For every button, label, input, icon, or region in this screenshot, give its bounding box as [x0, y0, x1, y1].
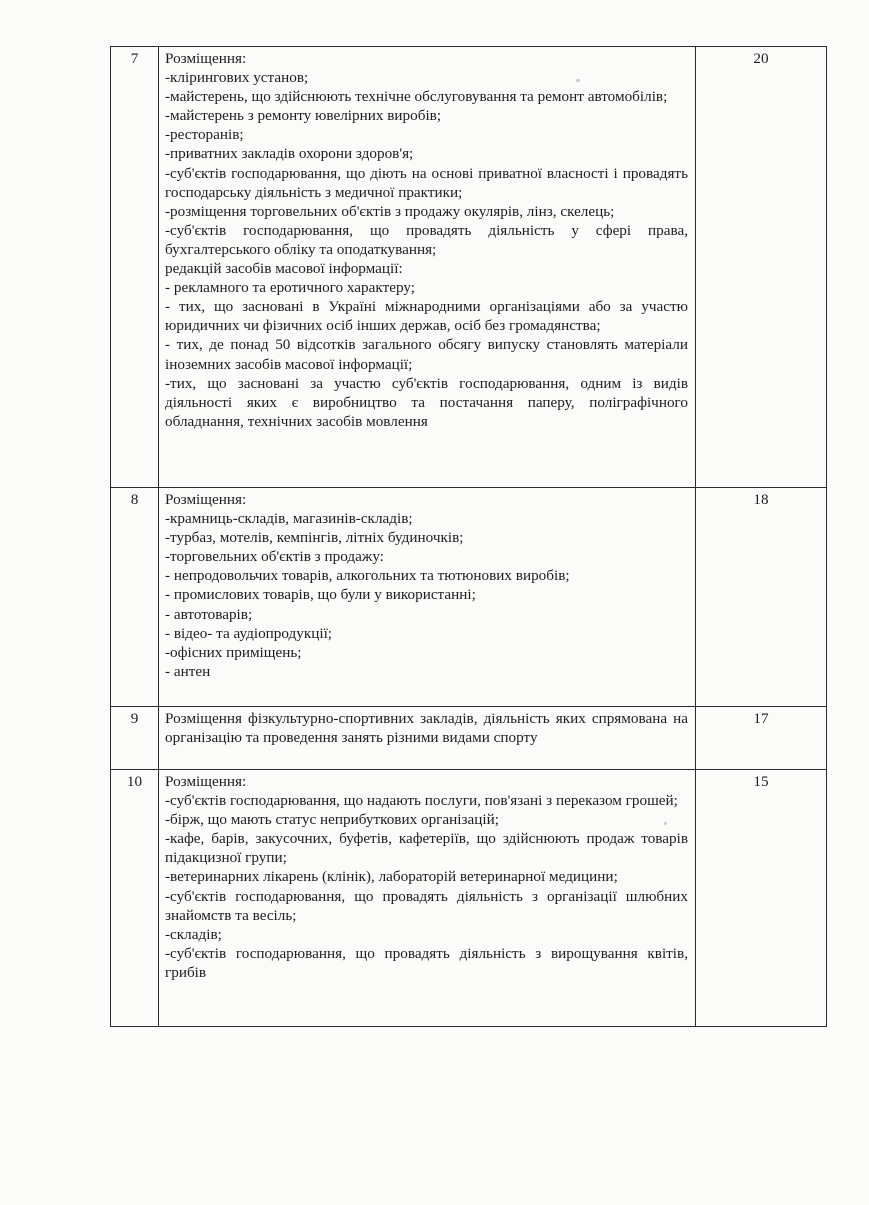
description-line: -розміщення торговельних об'єктів з продажу окулярів, лінз, скелець; — [165, 202, 615, 220]
row-number: 7 — [111, 47, 159, 488]
scan-speck — [664, 822, 667, 825]
table-row — [111, 770, 827, 1027]
row-description — [159, 47, 696, 488]
description-line: -кафе, барів, закусочних, буфетів, кафетеріїв, що здійснюють продаж товарів підакцизної групи; — [165, 830, 688, 867]
description-line: -клірингових установ; — [165, 69, 309, 87]
scan-speck — [576, 79, 580, 82]
row-rate: 15 — [696, 770, 827, 1027]
description-line: - промислових товарів, що були у використанні; — [165, 586, 476, 604]
description-line: -торговельних об'єктів з продажу: — [165, 548, 384, 566]
row-number: 8 — [111, 488, 159, 707]
row-description — [159, 488, 696, 707]
description-line: -тих, що засновані за участю суб'єктів господарювання, одним із видів діяльності яких є виробництво та постачання паперу, поліграфічного обладнання, технічних засобів мовлення — [165, 374, 688, 430]
row-number: 10 — [111, 770, 159, 1027]
description-line: - рекламного та еротичного характеру; — [165, 279, 415, 297]
description-line: -майстерень з ремонту ювелірних виробів; — [165, 107, 442, 125]
description-line: -офісних приміщень; — [165, 643, 302, 661]
rates-table — [110, 46, 827, 1027]
description-line: -суб'єктів господарювання, що надають послуги, пов'язані з переказом грошей; — [165, 792, 678, 810]
description-line: -приватних закладів охорони здоров'я; — [165, 145, 414, 163]
description-line: -суб'єктів господарювання, що провадять діяльність у сфері права, бухгалтерського обліку та оподаткування; — [165, 221, 688, 258]
description-line: -ветеринарних лікарень (клінік), лабораторій ветеринарної медицини; — [165, 868, 618, 886]
description-line: -бірж, що мають статус неприбуткових організацій; — [165, 811, 499, 829]
description-line: Розміщення: — [165, 491, 247, 508]
description-line: - відео- та аудіопродукції; — [165, 624, 333, 642]
row-rate: 20 — [696, 47, 827, 488]
description-line: редакцій засобів масової інформації: — [165, 260, 403, 278]
row-description — [159, 770, 696, 1027]
description-line: -майстерень, що здійснюють технічне обслуговування та ремонт автомобілів; — [165, 88, 668, 106]
description-line: Розміщення фізкультурно-спортивних закладів, діяльність яких спрямована на організацію та проведення занять різними видами спорту — [165, 710, 688, 747]
row-rate: 18 — [696, 488, 827, 707]
description-line: - автотоварів; — [165, 605, 253, 623]
row-number: 9 — [111, 707, 159, 770]
table-row — [111, 47, 827, 488]
description-line: - тих, що засновані в Україні міжнародними організаціями або за участю юридичних чи фізичних осіб інших держав, осіб без громадянства; — [165, 298, 688, 335]
description-line: -суб'єктів господарювання, що провадять діяльність з вирощування квітів, грибів — [165, 944, 688, 981]
description-line: -суб'єктів господарювання, що діють на основі приватної власності і провадять господарську діяльність з медичної практики; — [165, 164, 688, 201]
table-row — [111, 707, 827, 770]
description-line: -суб'єктів господарювання, що провадять діяльність з організації шлюбних знайомств та весіль; — [165, 887, 688, 924]
row-rate: 17 — [696, 707, 827, 770]
table-row — [111, 488, 827, 707]
description-line: -складів; — [165, 925, 222, 943]
description-line: -турбаз, мотелів, кемпінгів, літніх будиночків; — [165, 529, 464, 547]
description-line: - непродовольчих товарів, алкогольних та тютюнових виробів; — [165, 567, 570, 585]
description-line: Розміщення: — [165, 50, 247, 67]
description-line: -ресторанів; — [165, 126, 244, 144]
description-line: - антен — [165, 662, 211, 680]
description-line: - тих, де понад 50 відсотків загального обсягу випуску становлять матеріали іноземних засобів масової інформації; — [165, 336, 688, 373]
row-description — [159, 707, 696, 770]
description-line: -крамниць-складів, магазинів-складів; — [165, 510, 413, 528]
description-line: Розміщення: — [165, 773, 247, 790]
